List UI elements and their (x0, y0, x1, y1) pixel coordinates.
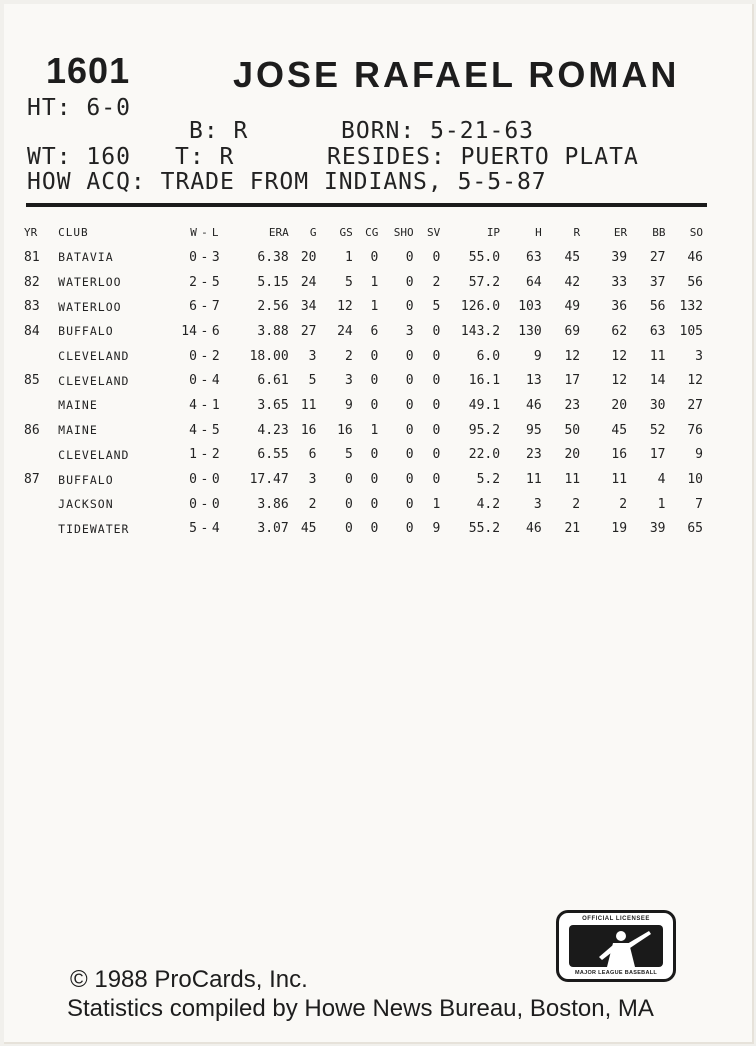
stat-g: 5 (308, 373, 317, 389)
stat-l: 4 (211, 521, 220, 537)
stat-er: 39 (611, 249, 628, 265)
stat-cg: 1 (370, 422, 379, 438)
stat-gs: 16 (337, 422, 353, 438)
card-number: 1601 (46, 50, 131, 91)
stat-sho: 0 (405, 496, 414, 512)
copyright-text: © 1988 ProCards, Inc. (70, 966, 308, 993)
stat-l: 2 (211, 348, 220, 364)
stat-h: 103 (518, 299, 542, 315)
stat-w: 14 (181, 323, 197, 339)
stat-club: BUFFALO (58, 472, 114, 487)
stat-sho: 0 (405, 422, 414, 438)
stat-sho: 0 (405, 521, 414, 537)
born: BORN: 5-21-63 (341, 118, 535, 144)
player-name: JOSE RAFAEL ROMAN (233, 54, 680, 95)
stat-era: 6.61 (257, 373, 289, 389)
stat-ip: 55.2 (468, 521, 501, 537)
stat-bb: 4 (657, 472, 666, 488)
stat-era: 2.56 (257, 299, 289, 315)
stat-er: 33 (611, 274, 628, 290)
stats-row (24, 270, 703, 295)
stat-g: 3 (308, 472, 317, 488)
stat-er: 12 (611, 373, 628, 389)
stat-sv: 0 (432, 348, 441, 364)
stats-row (24, 418, 703, 443)
header-l: L (211, 225, 219, 239)
stat-ip: 4.2 (476, 496, 501, 512)
stat-bb: 1 (657, 496, 666, 512)
stat-yr (24, 344, 58, 369)
stat-sv: 0 (432, 447, 441, 463)
stat-g: 2 (308, 496, 317, 512)
stat-h: 46 (526, 521, 542, 537)
stats-row (24, 393, 703, 418)
stat-sv: 1 (432, 496, 441, 512)
stat-so: 27 (687, 397, 703, 413)
stat-sv: 0 (432, 397, 441, 413)
stat-cg: 0 (370, 472, 379, 488)
stat-sv: 0 (432, 422, 441, 438)
stat-er: 36 (611, 299, 628, 315)
stat-dash: - (200, 521, 209, 537)
stat-club: MAINE (58, 423, 98, 438)
stat-l: 0 (211, 496, 220, 512)
stat-sv: 0 (432, 249, 441, 265)
stat-yr: 83 (24, 299, 40, 315)
stat-sv: 9 (432, 521, 441, 537)
header-bb: BB (652, 225, 666, 239)
logo-bottom-text: MAJOR LEAGUE BASEBALL (574, 970, 658, 976)
stat-g: 27 (300, 323, 317, 339)
stat-dash: - (200, 422, 209, 438)
header-sv: SV (427, 225, 441, 239)
weight: WT: 160 (27, 144, 131, 170)
stat-gs: 0 (344, 521, 353, 537)
stat-w: 0 (189, 348, 197, 364)
stat-dash: - (200, 348, 209, 364)
header-er: ER (613, 225, 628, 239)
stat-yr: 81 (24, 249, 40, 265)
stat-gs: 12 (337, 299, 353, 315)
stat-er: 16 (611, 447, 628, 463)
stat-g: 24 (300, 274, 317, 290)
stat-so: 9 (695, 447, 703, 463)
stat-bb: 56 (649, 299, 666, 315)
stat-w: 1 (189, 447, 197, 463)
stat-cg: 1 (370, 299, 379, 315)
stat-l: 0 (211, 472, 220, 488)
stat-l: 1 (211, 397, 220, 413)
stats-header-row (24, 219, 703, 245)
stat-l: 5 (211, 422, 220, 438)
bats: B: R (189, 118, 249, 144)
stat-h: 46 (526, 397, 542, 413)
stats-row (24, 344, 703, 369)
stat-era: 6.38 (257, 249, 289, 265)
stat-l: 3 (211, 249, 220, 265)
stat-sv: 0 (432, 323, 441, 339)
stat-dash: - (200, 299, 209, 315)
stat-er: 12 (611, 348, 628, 364)
stat-g: 34 (300, 299, 317, 315)
stat-h: 130 (518, 323, 542, 339)
stat-ip: 95.2 (468, 422, 501, 438)
stat-sho: 0 (405, 397, 414, 413)
stat-so: 132 (679, 299, 703, 315)
stat-yr (24, 443, 58, 468)
batter-silhouette-icon (569, 925, 663, 967)
stat-yr (24, 517, 58, 542)
stat-club: BUFFALO (58, 324, 114, 339)
stat-h: 64 (526, 274, 542, 290)
stat-h: 3 (533, 496, 542, 512)
stat-ip: 6.0 (476, 348, 501, 364)
stat-cg: 0 (370, 249, 379, 265)
stat-ip: 143.2 (460, 323, 501, 339)
stat-gs: 0 (344, 496, 353, 512)
stat-club: WATERLOO (58, 299, 122, 314)
stat-w: 0 (189, 373, 197, 389)
stats-row (24, 319, 703, 344)
stat-er: 45 (611, 422, 628, 438)
stat-dash: - (200, 397, 209, 413)
stat-r: 12 (564, 348, 581, 364)
stat-er: 11 (611, 472, 628, 488)
stat-sho: 0 (405, 299, 414, 315)
stat-w: 0 (189, 472, 197, 488)
stat-l: 2 (211, 447, 220, 463)
stat-club: CLEVELAND (58, 373, 130, 388)
stat-so: 3 (695, 348, 703, 364)
stat-h: 11 (526, 472, 542, 488)
stat-yr (24, 492, 58, 517)
stat-gs: 0 (344, 472, 353, 488)
stat-gs: 9 (344, 397, 353, 413)
stat-g: 11 (300, 397, 317, 413)
stat-so: 7 (695, 496, 703, 512)
stat-dash: - (200, 472, 209, 488)
stat-cg: 0 (370, 447, 379, 463)
stat-club: CLEVELAND (58, 349, 130, 364)
stat-so: 65 (687, 521, 703, 537)
stat-sv: 2 (432, 274, 441, 290)
stat-ip: 22.0 (468, 447, 501, 463)
header-g: G (309, 225, 317, 239)
stats-row (24, 517, 703, 542)
header-sho: SHO (393, 225, 414, 239)
stat-r: 45 (564, 249, 581, 265)
stat-h: 95 (526, 422, 542, 438)
stat-r: 42 (564, 274, 581, 290)
height: HT: 6-0 (27, 95, 131, 121)
stat-w: 5 (189, 521, 197, 537)
header-era: ERA (268, 225, 289, 239)
stat-era: 3.88 (257, 323, 289, 339)
header-h: H (535, 225, 542, 239)
stat-dash: - (200, 447, 209, 463)
stat-dash: - (200, 323, 209, 339)
stat-bb: 11 (649, 348, 666, 364)
stat-bb: 27 (649, 249, 666, 265)
stat-cg: 1 (370, 274, 379, 290)
stat-h: 13 (526, 373, 542, 389)
stats-row (24, 294, 703, 319)
stat-r: 17 (564, 373, 581, 389)
stats-body (24, 245, 703, 541)
stats-row (24, 492, 703, 517)
stat-yr: 82 (24, 274, 40, 290)
stat-g: 16 (300, 422, 317, 438)
stat-sho: 0 (405, 348, 414, 364)
stat-club: BATAVIA (58, 250, 114, 265)
logo-top-text: OFFICIAL LICENSEE (582, 916, 650, 922)
compiled-by-text: Statistics compiled by Howe News Bureau, Boston, MA (67, 995, 654, 1022)
stat-gs: 5 (344, 274, 353, 290)
stat-so: 10 (687, 472, 703, 488)
mlb-licensee-logo (556, 910, 676, 982)
stat-er: 20 (611, 397, 628, 413)
stat-era: 5.15 (257, 274, 289, 290)
stat-dash: - (200, 274, 209, 290)
stat-cg: 0 (370, 496, 379, 512)
stat-er: 62 (611, 323, 628, 339)
stat-r: 20 (564, 447, 581, 463)
stat-gs: 1 (344, 249, 353, 265)
stat-so: 76 (687, 422, 703, 438)
stats-row (24, 245, 703, 270)
stat-so: 105 (679, 323, 703, 339)
divider-rule (26, 203, 707, 207)
stat-ip: 55.0 (468, 249, 501, 265)
stat-club: WATERLOO (58, 275, 122, 290)
stat-r: 11 (564, 472, 581, 488)
header-r: R (573, 225, 581, 239)
stat-ip: 49.1 (468, 397, 501, 413)
stat-bb: 30 (649, 397, 666, 413)
stat-yr (24, 393, 58, 418)
stat-so: 46 (687, 249, 703, 265)
stat-so: 56 (687, 274, 703, 290)
stat-r: 2 (572, 496, 581, 512)
stat-era: 17.47 (249, 472, 289, 488)
stat-sho: 0 (405, 373, 414, 389)
stat-ip: 5.2 (476, 472, 501, 488)
stat-gs: 3 (344, 373, 353, 389)
stat-era: 3.65 (257, 397, 289, 413)
stat-cg: 0 (370, 373, 379, 389)
stat-era: 18.00 (249, 348, 289, 364)
stat-er: 19 (611, 521, 628, 537)
stat-h: 9 (533, 348, 542, 364)
stat-dash: - (200, 249, 209, 265)
stat-g: 6 (308, 447, 317, 463)
stat-club: TIDEWATER (58, 521, 130, 536)
resides: RESIDES: PUERTO PLATA (327, 144, 639, 170)
stat-w: 4 (189, 397, 197, 413)
stat-l: 6 (211, 323, 220, 339)
stat-cg: 0 (370, 348, 379, 364)
stat-g: 20 (300, 249, 317, 265)
stat-yr: 86 (24, 422, 40, 438)
header-w: W (190, 225, 197, 239)
stat-ip: 126.0 (460, 299, 501, 315)
stat-cg: 6 (370, 323, 379, 339)
stat-ip: 57.2 (468, 274, 501, 290)
header-cg: CG (365, 225, 379, 239)
stat-r: 23 (564, 397, 581, 413)
header-yr: YR (24, 225, 38, 239)
stat-dash: - (200, 496, 209, 512)
stat-h: 23 (526, 447, 542, 463)
stat-l: 4 (211, 373, 220, 389)
stat-era: 6.55 (257, 447, 289, 463)
stat-g: 45 (300, 521, 317, 537)
stat-r: 21 (564, 521, 581, 537)
stat-ip: 16.1 (468, 373, 501, 389)
throws: T: R (175, 144, 235, 170)
header-ip: IP (486, 225, 501, 239)
stat-bb: 37 (649, 274, 666, 290)
stat-sho: 0 (405, 447, 414, 463)
header-so: SO (689, 225, 703, 239)
stat-r: 49 (564, 299, 581, 315)
stat-gs: 5 (344, 447, 353, 463)
stat-sv: 5 (432, 299, 441, 315)
stat-dash: - (200, 373, 209, 389)
stat-g: 3 (308, 348, 317, 364)
stat-cg: 0 (370, 521, 379, 537)
stat-club: MAINE (58, 398, 98, 413)
header-club: CLUB (58, 225, 89, 239)
stat-era: 3.07 (257, 521, 289, 537)
stat-sho: 0 (405, 472, 414, 488)
stat-w: 4 (189, 422, 197, 438)
stat-r: 69 (564, 323, 581, 339)
stat-l: 5 (211, 274, 220, 290)
stat-era: 3.86 (257, 496, 289, 512)
stat-yr: 84 (24, 323, 40, 339)
stat-bb: 52 (649, 422, 666, 438)
stat-sho: 0 (405, 274, 414, 290)
stat-bb: 17 (649, 447, 666, 463)
stat-club: JACKSON (58, 497, 114, 512)
stats-row (24, 368, 703, 393)
stat-w: 6 (189, 299, 197, 315)
stat-sho: 3 (405, 323, 414, 339)
stat-er: 2 (619, 496, 628, 512)
stat-r: 50 (564, 422, 581, 438)
stats-table (24, 219, 703, 541)
stat-bb: 14 (649, 373, 666, 389)
stat-w: 2 (189, 274, 197, 290)
stat-so: 12 (687, 373, 703, 389)
stat-gs: 24 (337, 323, 353, 339)
stat-sv: 0 (432, 373, 441, 389)
stat-sv: 0 (432, 472, 441, 488)
stat-sho: 0 (405, 249, 414, 265)
stat-cg: 0 (370, 397, 379, 413)
stats-row (24, 467, 703, 492)
stat-l: 7 (211, 299, 220, 315)
stat-w: 0 (189, 496, 197, 512)
stat-yr: 85 (24, 373, 40, 389)
stat-w: 0 (189, 249, 197, 265)
stats-row (24, 443, 703, 468)
header-gs: GS (339, 225, 353, 239)
how-acquired: HOW ACQ: TRADE FROM INDIANS, 5-5-87 (27, 169, 547, 195)
stat-gs: 2 (344, 348, 353, 364)
stat-club: CLEVELAND (58, 447, 130, 462)
stat-yr: 87 (24, 472, 40, 488)
header-dash: - (201, 225, 208, 239)
stat-bb: 63 (649, 323, 666, 339)
stat-bb: 39 (649, 521, 666, 537)
stat-era: 4.23 (257, 422, 289, 438)
stat-h: 63 (526, 249, 542, 265)
